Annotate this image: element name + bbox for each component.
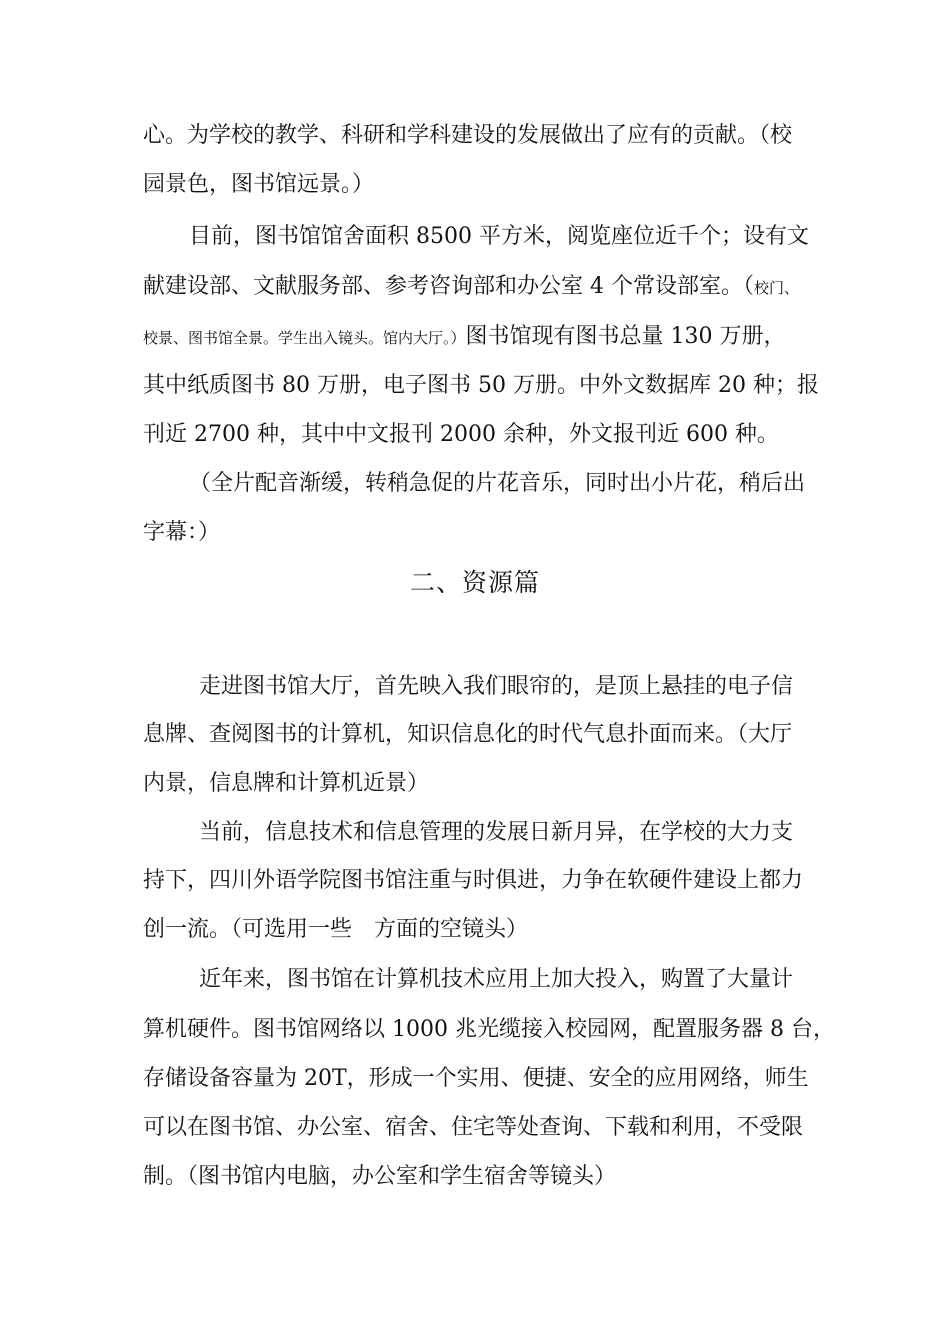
text-line: 字幕：）	[143, 520, 221, 545]
text-span: 创一流。（可选用一些	[143, 917, 353, 942]
text-line: （全片配音渐缓，转稍急促的片花音乐，同时出小片花，稍后出	[189, 471, 806, 496]
text-line: 内景，信息牌和计算机近景）	[143, 771, 430, 796]
text-line: 可以在图书馆、办公室、宿舍、住宅等处查询、下载和利用，不受限	[143, 1115, 804, 1140]
text-line: 走进图书馆大厅，首先映入我们眼帘的，是顶上悬挂的电子信	[199, 674, 794, 699]
text-line: 刊近 2700 种，其中中文报刊 2000 余种，外文报刊近 600 种。	[143, 422, 779, 447]
text-line	[143, 272, 813, 303]
text-line: 算机硬件。图书馆网络以 1000 兆光缆接入校园网，配置服务器 8 台，	[143, 1017, 835, 1042]
text-line: 制。（图书馆内电脑，办公室和学生宿舍等镜头）	[143, 1164, 617, 1189]
text-line: 存储设备容量为 20T，形成一个实用、便捷、安全的应用网络，师生	[143, 1066, 809, 1091]
text-line: 息牌、查阅图书的计算机，知识信息化的时代气息扑面而来。（大厅	[143, 722, 793, 747]
text-line: 当前，信息技术和信息管理的发展日新月异，在学校的大力支	[199, 820, 794, 845]
text-line: 持下，四川外语学院图书馆注重与时俱进，力争在软硬件建设上都力	[143, 868, 804, 893]
shot-note: 校门、	[754, 279, 800, 297]
text-span: 图书馆现有图书总量 130 万册，	[465, 324, 786, 349]
text-span: 献建设部、文献服务部、参考咨询部和办公室 4 个常设部室。（	[143, 274, 754, 299]
text-line: 心。为学校的教学、科研和学科建设的发展做出了应有的贡献。（校	[143, 123, 793, 148]
text-line: 其中纸质图书 80 万册，电子图书 50 万册。中外文数据库 20 种；报	[143, 373, 819, 398]
shot-note: 校景、图书馆全景。学生出入镜头。馆内大厅。）	[143, 329, 466, 347]
text-span: 方面的空镜头）	[374, 917, 529, 942]
text-line: 近年来，图书馆在计算机技术应用上加大投入，购置了大量计	[199, 967, 794, 992]
text-line: 园景色，图书馆远景。）	[143, 172, 375, 197]
text-line	[143, 915, 813, 945]
text-line: 目前，图书馆馆舍面积 8500 平方米，阅览座位近千个；设有文	[189, 224, 809, 249]
text-line	[143, 322, 813, 353]
section-heading: 二、资源篇	[409, 568, 540, 597]
